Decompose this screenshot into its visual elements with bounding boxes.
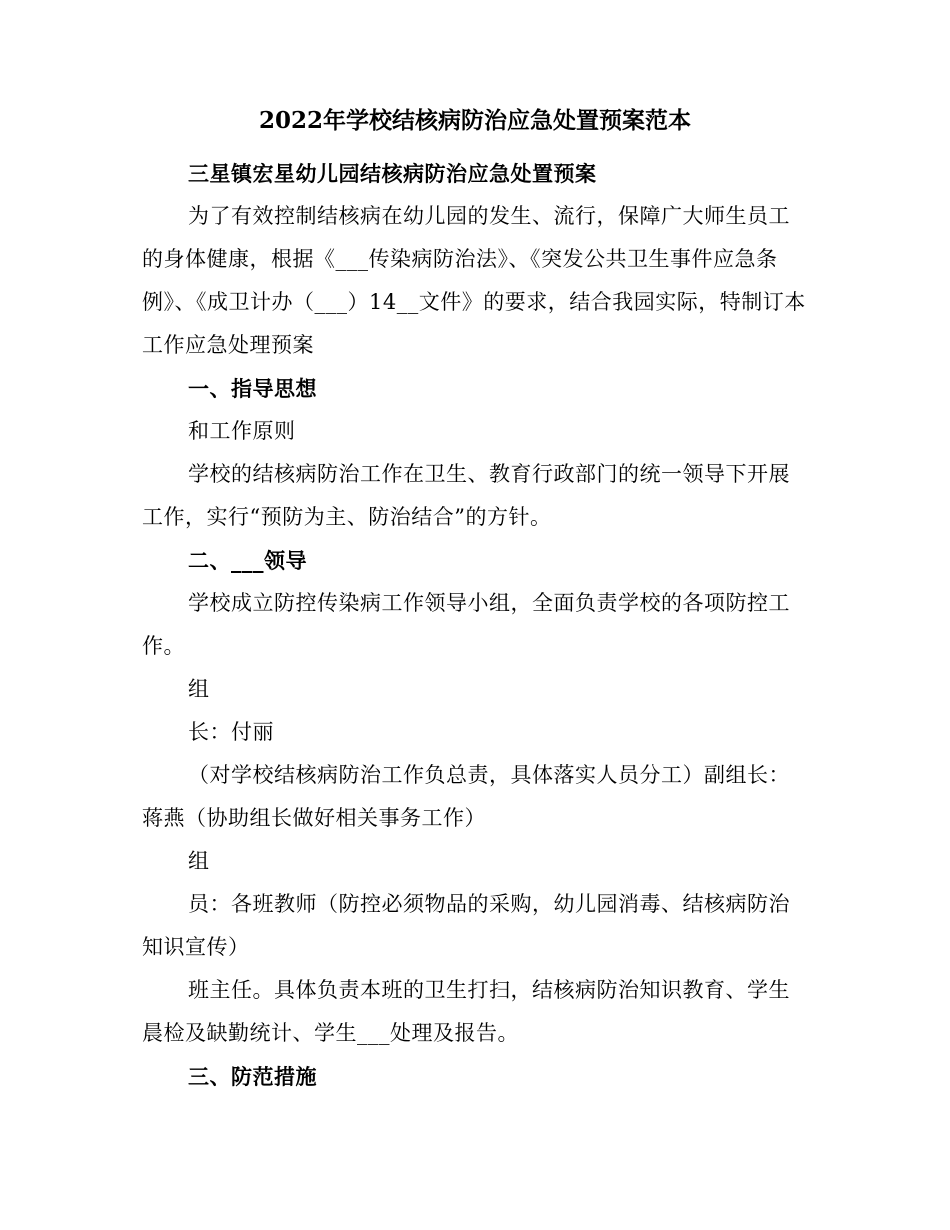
member-label-line2: 员：各班教师（防控必须物品的采购，幼儿园消毒、结核病防治知识宣传） bbox=[142, 892, 790, 959]
section-1-heading: 一、指导思想 bbox=[188, 376, 317, 401]
document-title: 2022年学校结核病防治应急处置预案范本 bbox=[258, 107, 691, 134]
section-subtitle: 三星镇宏星幼儿园结核病防治应急处置预案 bbox=[188, 161, 597, 186]
section-1-line: 和工作原则 bbox=[188, 419, 296, 443]
section-2-heading: 二、___领导 bbox=[188, 548, 307, 573]
leader-label-line1: 组 bbox=[188, 677, 210, 701]
section-2-body: 学校成立防控传染病工作领导小组，全面负责学校的各项防控工作。 bbox=[142, 591, 790, 658]
member-label-line1: 组 bbox=[188, 849, 210, 873]
document-body bbox=[142, 152, 810, 1098]
intro-paragraph: 为了有效控制结核病在幼儿园的发生、流行，保障广大师生员工的身体健康，根据《___传染病防治法》、《突发公共卫生事件应急条例》、《成卫计办（___）14__文件》的要求，结合我园实际，特制订本工作应急处理预案 bbox=[142, 204, 806, 357]
leader-duty: （对学校结核病防治工作负总责，具体落实人员分工）副组长：蒋燕（协助组长做好相关事务工作） bbox=[142, 763, 790, 830]
section-3-heading: 三、防范措施 bbox=[188, 1064, 317, 1089]
leader-label-line2: 长：付丽 bbox=[188, 720, 274, 744]
class-teacher-duty: 班主任。具体负责本班的卫生打扫，结核病防治知识教育、学生晨检及缺勤统计、学生___处理及报告。 bbox=[142, 978, 790, 1045]
section-1-body: 学校的结核病防治工作在卫生、教育行政部门的统一领导下开展工作，实行“预防为主、防治结合”的方针。 bbox=[142, 462, 790, 529]
